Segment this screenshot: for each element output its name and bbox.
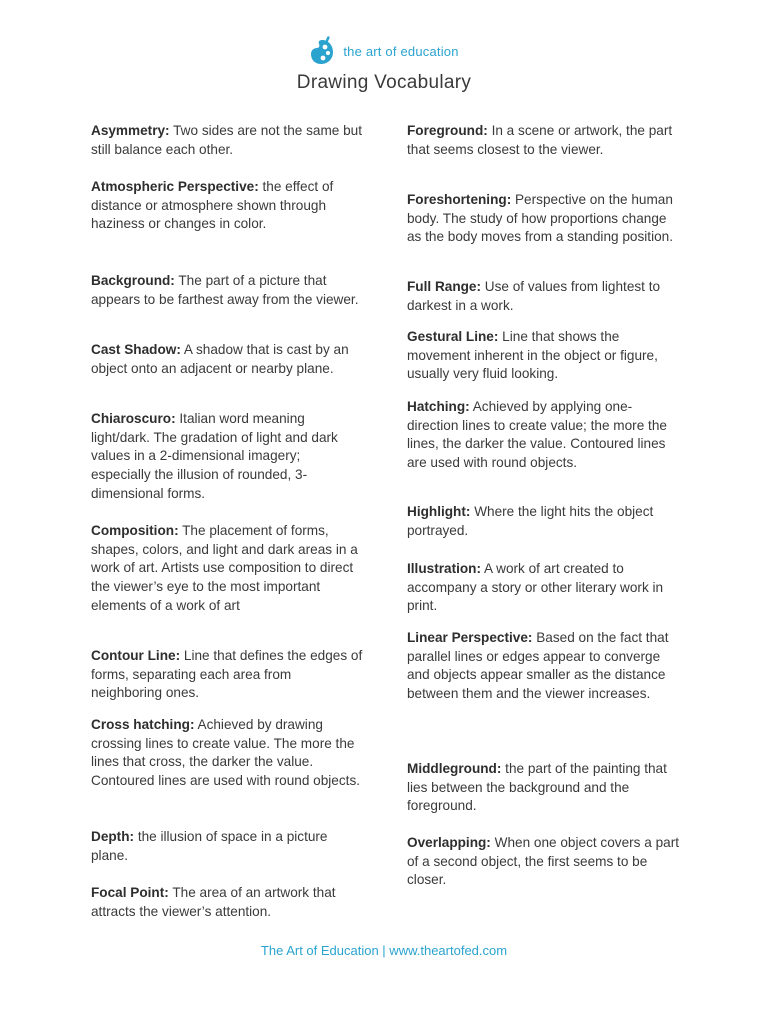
vocab-definition: the illusion of space in a picture plane. [91,829,328,863]
vocab-entry [407,191,679,247]
vocab-entry [91,716,363,791]
vocab-definition: When one object covers a part of a second object, the first seems to be closer. [407,835,679,888]
vocab-definition: Perspective on the human body. The study of how proportions change as the body moves from a standing position. [407,192,673,245]
vocab-term: Depth: [91,829,135,844]
vocab-entry [407,503,679,540]
vocab-definition: Achieved by drawing crossing lines to create value. The more the lines that cross, the darker the value. Contoured lines are used with round objects. [91,717,361,789]
vocab-term: Illustration: [407,561,482,576]
vocab-definition: In a scene or artwork, the part that seems closest to the viewer. [407,123,673,157]
vocab-definition: Where the light hits the object portrayed. [407,504,654,538]
vocab-term: Overlapping: [407,835,491,850]
vocab-entry [91,522,363,616]
vocab-entry [407,560,679,616]
vocab-definition: The area of an artwork that attracts the viewer’s attention. [91,885,336,919]
vocab-term: Focal Point: [91,885,169,900]
vocab-term: Hatching: [407,399,470,414]
vocab-term: Middleground: [407,761,502,776]
brand-name: the art of education [343,43,459,59]
vocab-term: Linear Perspective: [407,630,533,645]
vocab-entry [407,122,679,159]
vocab-term: Cast Shadow: [91,342,181,357]
palette-logo-icon [309,36,335,66]
vocab-entry [91,341,363,378]
vocab-term: Chiaroscuro: [91,411,176,426]
vocab-definition: Based on the fact that parallel lines or edges appear to converge and objects appear smaller as the distance between them and the viewer increases. [407,630,669,702]
vocab-entry [407,328,679,384]
vocab-definition: A work of art created to accompany a story or other literary work in print. [407,561,664,614]
footer-credit: The Art of Education | www.theartofed.com [260,943,508,958]
vocab-entry [407,834,679,890]
vocab-term: Cross hatching: [91,717,195,732]
vocab-term: Atmospheric Perspective: [91,179,259,194]
vocab-term: Contour Line: [91,648,181,663]
vocab-entry [407,760,679,816]
vocab-definition: the part of the painting that lies between the background and the foreground. [407,761,667,814]
vocab-definition: Use of values from lightest to darkest in a work. [407,279,661,313]
vocab-definition: Italian word meaning light/dark. The gradation of light and dark values in a 2-dimensional imagery; especially the illusion of rounded, 3-dimensional forms. [91,411,338,501]
vocab-term: Foreground: [407,123,488,138]
vocab-entry [407,278,679,315]
vocab-entry [91,828,363,865]
vocab-entry [91,178,363,234]
vocab-entry [91,272,363,309]
vocab-entry [91,122,363,159]
vocab-term: Foreshortening: [407,192,512,207]
vocab-definition: Achieved by applying one-direction lines to create value; the more the lines, the darker the value. Contoured lines are used with round objects. [407,399,667,471]
vocab-entry [91,884,363,921]
vocab-definition: Line that shows the movement inherent in the object or figure, usually very fluid looking. [407,329,658,382]
vocab-definition: the effect of distance or atmosphere shown through haziness or changes in color. [91,179,334,232]
vocab-entry [407,629,679,704]
vocab-definition: The placement of forms, shapes, colors, and light and dark areas in a work of art. Artists use composition to direct the viewer’s eye to the most important elements of a work of art [91,523,358,613]
vocab-term: Background: [91,273,175,288]
vocab-entry [91,410,363,504]
vocab-term: Gestural Line: [407,329,499,344]
page-title: Drawing Vocabulary [296,72,472,93]
vocab-definition: A shadow that is cast by an object onto an adjacent or nearby plane. [91,342,349,376]
vocab-term: Asymmetry: [91,123,170,138]
vocab-term: Full Range: [407,279,482,294]
vocab-definition: The part of a picture that appears to be farthest away from the viewer. [91,273,359,307]
vocab-entry [407,398,679,473]
vocab-definition: Line that defines the edges of forms, separating each area from neighboring ones. [91,648,363,701]
vocab-entry [91,647,363,703]
vocab-term: Highlight: [407,504,471,519]
vocab-term: Composition: [91,523,179,538]
header-logo [0,36,768,66]
vocab-definition: Two sides are not the same but still balance each other. [91,123,363,157]
